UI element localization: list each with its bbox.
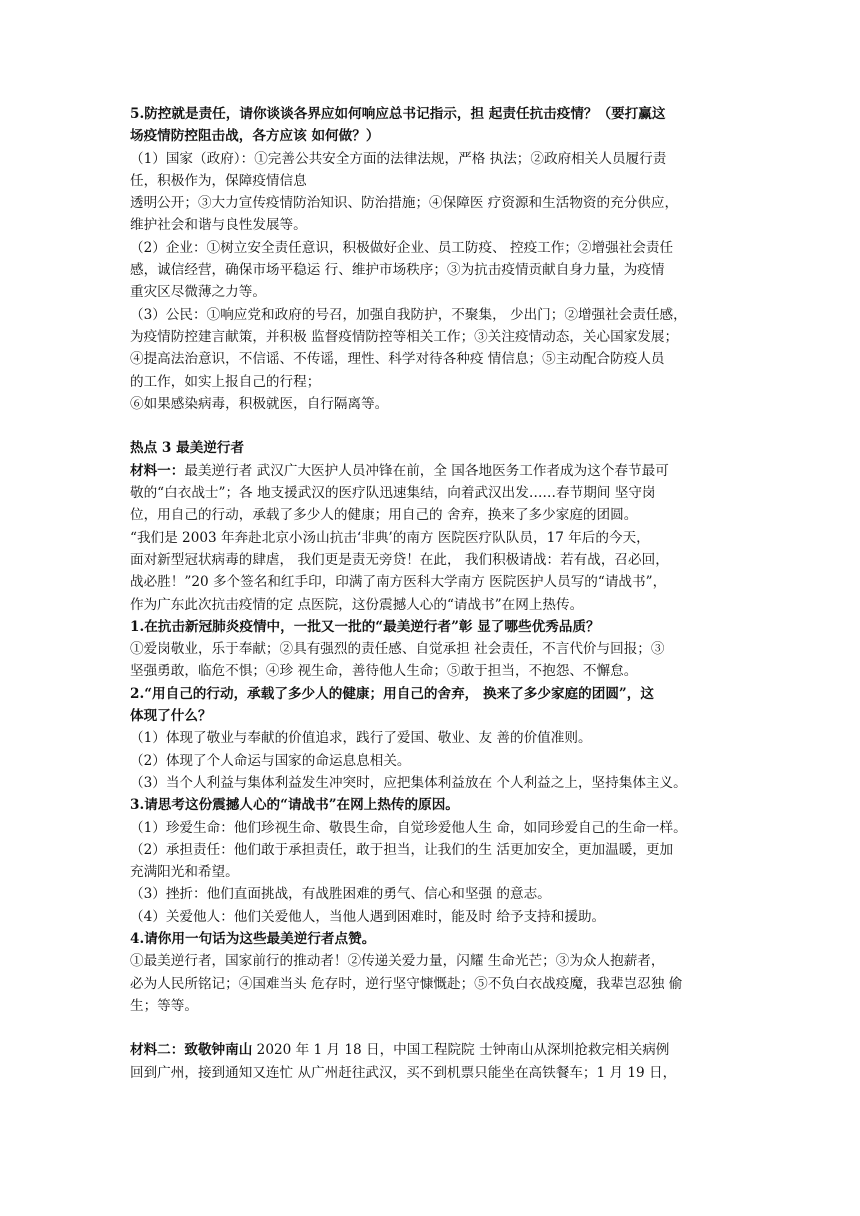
section5-answer: [130, 148, 734, 416]
answer-line: （2）体现了个人命运与国家的命运息息相关。: [130, 752, 411, 769]
material-line: 面对新型冠状病毒的肆虐， 我们更是责无旁贷！在此， 我们积极请战：若有战，召必回，: [130, 551, 669, 568]
material-line: “我们是 2003 年奔赴北京小汤山抗击‘非典’的南方 医院医疗队队员，17 年后的今天，: [130, 529, 650, 546]
paragraph-gap: [130, 415, 734, 437]
question-2: 2.“用自己的行动，承载了多少人的健康；用自己的舍弃， 换来了多少家庭的团圆”，这: [130, 685, 654, 702]
question-line: 场疫情防控阻击战，各方应该 如何做？）: [130, 128, 380, 145]
material-text: 最美逆行者 武汉广大医护人员冲锋在前，全 国各地医务工作者成为这个春节最可: [184, 462, 669, 479]
answer-line: 为疫情防控建言献策，并积极 监督疫情防控等相关工作；③关注疫情动态，关心国家发展；: [130, 328, 679, 345]
answer-line: （3）公民：①响应党和政府的号召，加强自我防护，不聚集， 少出门；②增强社会责任感，: [130, 306, 687, 323]
answer-line: （1）体现了敬业与奉献的价值追求，践行了爱国、敬业、友 善的价值准则。: [130, 730, 592, 747]
question-1: 1.在抗击新冠肺炎疫情中，一批又一批的“最美逆行者”彰 显了哪些优秀品质？: [130, 618, 600, 635]
document-page: [130, 103, 734, 1084]
answer-line: ⑥如果感染病毒，积极就医，自行隔离等。: [130, 395, 389, 412]
answer-line: （4）关爱他人：他们关爱他人，当他人遇到困难时，能及时 给予支持和援助。: [130, 908, 606, 925]
answer-line: 重灾区尽微薄之力等。: [130, 284, 266, 301]
material-line: 位，用自己的行动，承载了多少人的健康；用自己的 舍弃，换来了多少家庭的团圆。: [130, 507, 638, 524]
answer-line: 必为人民所铭记；④国难当头 危存时，逆行坚守慷慨赴；⑤不负白衣战疫魔，我辈岂忍独 偷: [130, 975, 683, 992]
answer-line: （1）珍爱生命：他们珍视生命、敬畏生命，自觉珍爱他人生 命，如同珍爱自己的生命一样。: [130, 819, 687, 836]
answer-line: 维护社会和谐与良性发展等。: [130, 217, 307, 234]
answer-line: 的工作，如实上报自己的行程；: [130, 373, 321, 390]
question-4: 4.请你用一句话为这些最美逆行者点赞。: [130, 930, 376, 947]
hotspot-title: 热点 3 最美逆行者: [130, 440, 245, 457]
material-line: 回到广州，接到通知又连忙 从广州赶往武汉，买不到机票只能坐在高铁餐车；1 月 19 日，: [130, 1064, 677, 1081]
material-line: [130, 460, 734, 482]
question-3: 3.请思考这份震撼人心的“请战书”在网上热传的原因。: [130, 797, 459, 814]
material-text: 2020 年 1 月 18 日，中国工程院院 士钟南山从深圳抢救完相关病例: [252, 1042, 670, 1059]
answer-line: 任，积极作为，保障疫情信息: [130, 172, 307, 189]
paragraph-gap: [130, 1017, 734, 1039]
question-line: 5.防控就是责任，请你谈谈各界应如何响应总书记指示，担 起责任抗击疫情？（要打赢这: [130, 106, 666, 122]
material1-block: [130, 460, 734, 616]
section5-question: [130, 103, 734, 148]
answer-line: ④提高法治意识，不信谣、不传谣，理性、科学对待各种疫 情信息；⑤主动配合防疫人员: [130, 351, 665, 368]
answer-line: （3）挫折：他们直面挑战，有战胜困难的勇气、信心和坚强 的意志。: [130, 886, 551, 903]
material1-label: 材料一：: [130, 462, 185, 479]
question-2: 体现了什么？: [130, 708, 212, 725]
answer-line: （2）企业：①树立安全责任意识，积极做好企业、员工防疫、 控疫工作；②增强社会责任: [130, 239, 674, 256]
answer-line: ①最美逆行者，国家前行的推动者！②传递关爱力量，闪耀 生命光芒；③为众人抱薪者，: [130, 953, 665, 970]
answer-line: （1）国家（政府）：①完善公共安全方面的法律法规，严格 执法；②政府相关人员履行责: [130, 150, 667, 167]
answer-line: 感，诚信经营，确保市场平稳运 行、维护市场秩序；③为抗击疫情贡献自身力量，为疫情: [130, 262, 665, 279]
material2-block: [130, 1039, 734, 1084]
material-line: 作为广东此次抗击疫情的定 点医院，这份震撼人心的“请战书”在网上热传。: [130, 596, 584, 613]
material2-label: 材料二：致敬钟南山: [130, 1042, 253, 1059]
answer-line: 坚强勇敢，临危不惧；④珍 视生命，善待他人生命；⑤敢于担当，不抱怨、不懈怠。: [130, 663, 638, 680]
material-line: 战必胜！”20 多个签名和红手印，印满了南方医科大学南方 医院医护人员写的“请战书”，: [130, 574, 667, 591]
answer-line: ①爱岗敬业，乐于奉献；②具有强烈的责任感、自觉承担 社会责任，不言代价与回报；③: [130, 641, 665, 658]
material-line: 敬的“白衣战士”；各 地支援武汉的医疗队迅速集结，向着武汉出发……春节期间 坚守岗: [130, 485, 656, 502]
material-line: [130, 1039, 734, 1061]
answer-line: 透明公开；③大力宣传疫情防治知识、防治措施；④保障医 疗资源和生活物资的充分供应，: [130, 195, 679, 212]
answer-line: 生；等等。: [130, 997, 198, 1014]
answer-line: （3）当个人利益与集体利益发生冲突时，应把集体利益放在 个人利益之上，坚持集体主义。: [130, 774, 687, 791]
answer-line: （2）承担责任：他们敢于承担责任，敢于担当，让我们的生 活更加安全，更加温暖，更加: [130, 841, 674, 858]
answer-line: 充满阳光和希望。: [130, 864, 239, 881]
